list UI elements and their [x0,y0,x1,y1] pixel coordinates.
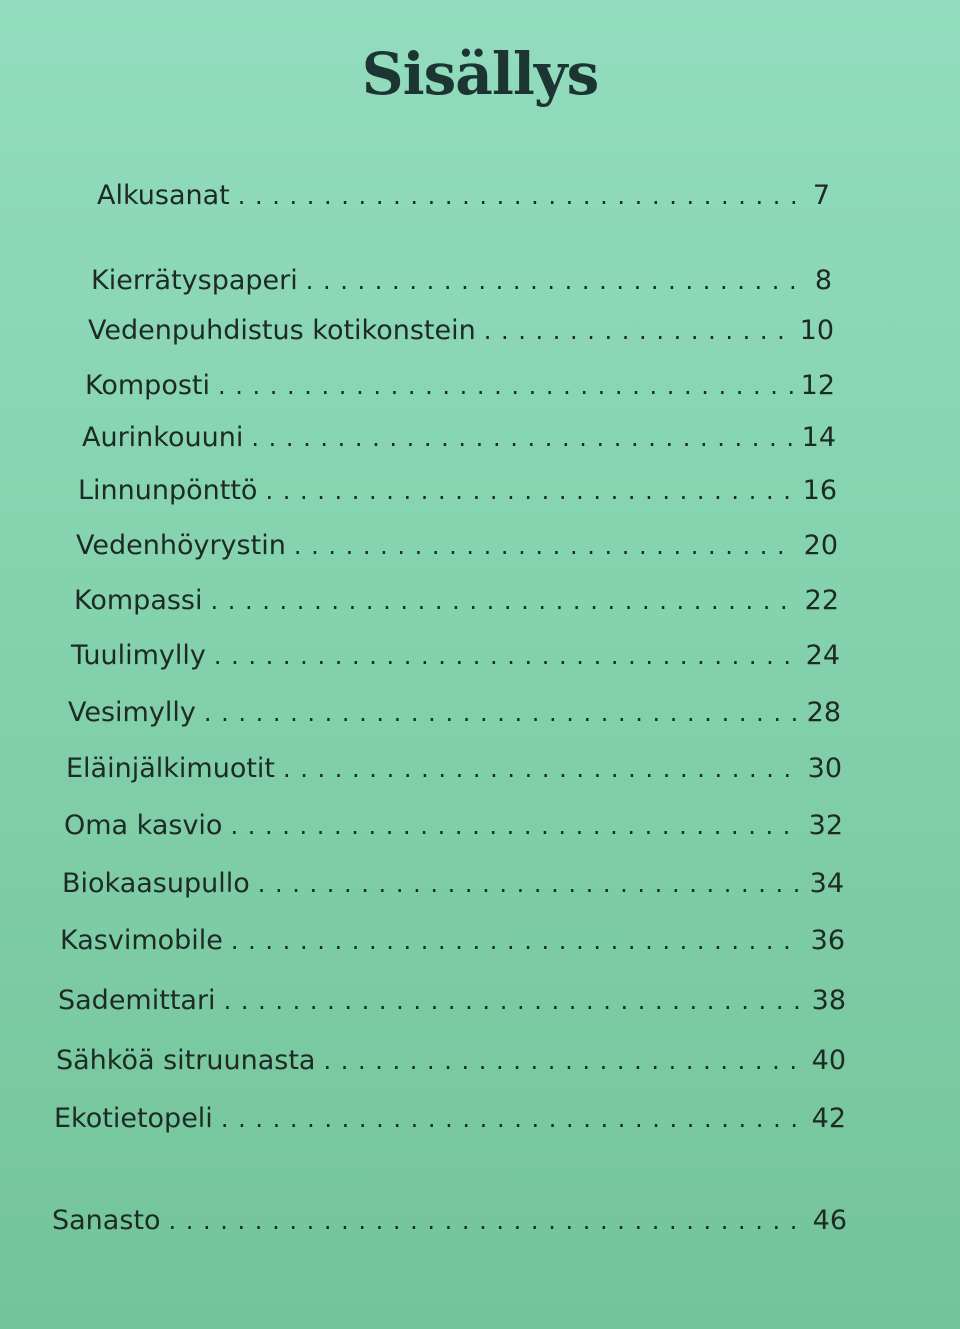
toc-entry-page: 40 [811,1045,846,1076]
dot-leader [169,1207,805,1235]
toc-entry-page: 34 [809,868,844,899]
toc-entry [91,265,832,305]
toc-entry-page: 36 [810,925,845,956]
toc-entry-page: 16 [802,475,837,506]
toc-entry [74,585,839,625]
page-title: Sisällys [361,40,599,108]
toc-entry-title: Kierrätyspaperi [91,265,298,296]
toc-entry [71,640,840,680]
toc-entry [56,1045,846,1085]
toc-entry-page: 46 [812,1205,847,1236]
toc-entry-title: Oma kasvio [64,810,223,841]
dot-leader [238,182,805,210]
toc-entry [66,753,842,793]
toc-entry-page: 7 [812,180,830,211]
toc-entry-title: Aurinkouuni [82,422,244,453]
toc-entry-title: Vesimylly [68,697,196,728]
dot-leader [214,642,798,670]
dot-leader [231,927,803,955]
toc-entry-page: 28 [806,697,841,728]
dot-leader [211,587,797,615]
toc-entry-title: Biokaasupullo [62,868,250,899]
toc-entry-title: Vedenhöyrystin [76,530,286,561]
toc-entry [78,475,837,515]
toc-entry [82,422,836,462]
toc-entry-page: 24 [805,640,840,671]
toc-entry-page: 10 [799,315,834,346]
toc-entry-page: 22 [804,585,839,616]
dot-leader [221,1105,804,1133]
dot-leader [204,699,799,727]
dot-leader [230,812,800,840]
toc-entry [97,180,830,220]
toc-entry-title: Komposti [85,370,210,401]
toc-entry-title: Vedenpuhdistus kotikonstein [88,315,476,346]
toc-entry [76,530,838,570]
dot-leader [323,1047,803,1075]
dot-leader [484,317,792,345]
toc-entry-title: Kasvimobile [60,925,223,956]
toc-entry [88,315,834,355]
dot-leader [294,532,796,560]
dot-leader [224,987,804,1015]
toc-entry-page: 8 [814,265,832,296]
toc-entry-title: Eläinjälkimuotit [66,753,276,784]
toc-entry [64,810,843,850]
toc-entry-page: 20 [803,530,838,561]
dot-leader [265,477,794,505]
toc-entry [52,1205,847,1245]
toc-entry [85,370,835,410]
dot-leader [218,372,793,400]
toc-entry-page: 12 [800,370,835,401]
dot-leader [251,424,793,452]
toc-entry-title: Alkusanat [97,180,230,211]
toc-entry-title: Tuulimylly [71,640,206,671]
toc-entry [54,1103,846,1143]
toc-entry-title: Kompassi [74,585,203,616]
toc-entry [58,985,846,1025]
dot-leader [283,755,800,783]
toc-entry-title: Sademittari [58,985,216,1016]
toc-entry-page: 14 [801,422,836,453]
toc-entry [68,697,841,737]
toc-entry-title: Sanasto [52,1205,161,1236]
toc-entry-title: Ekotietopeli [54,1103,213,1134]
toc-entry-title: Sähköä sitruunasta [56,1045,316,1076]
toc-entry [62,868,844,908]
toc-entry-page: 42 [811,1103,846,1134]
dot-leader [306,267,807,295]
dot-leader [258,870,802,898]
toc-entry [60,925,845,965]
toc-entry-page: 38 [811,985,846,1016]
toc-entry-page: 30 [807,753,842,784]
toc-entry-page: 32 [808,810,843,841]
toc-entry-title: Linnunpönttö [78,475,258,506]
